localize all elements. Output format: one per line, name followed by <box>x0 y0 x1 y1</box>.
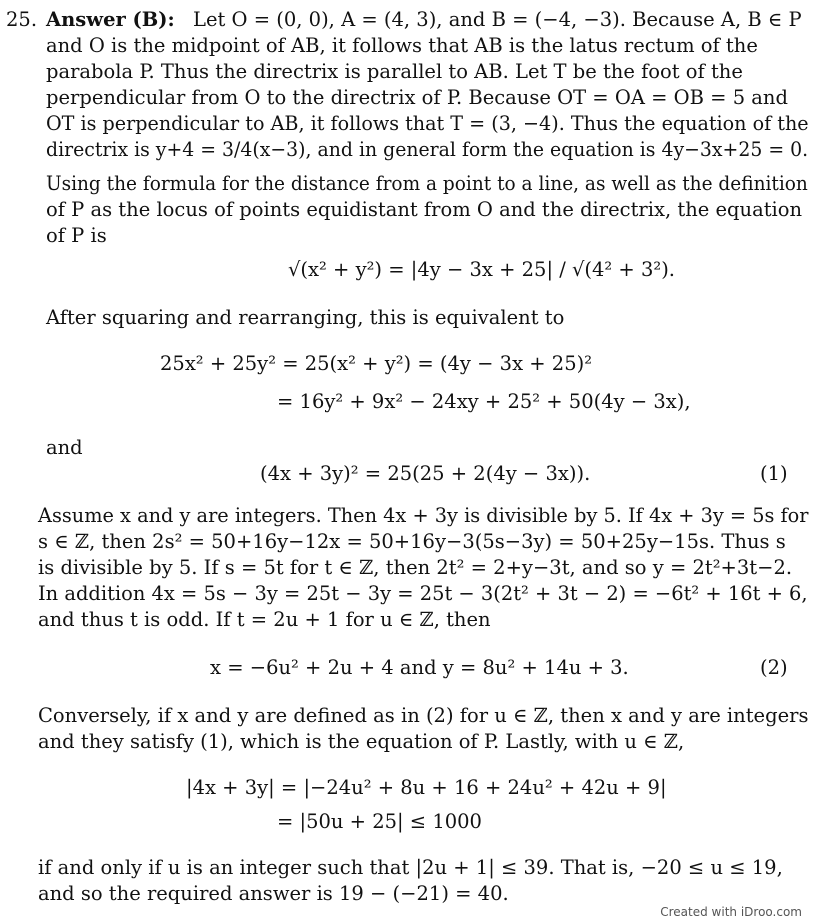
text-line: of P as the locus of points equidistant from O and the directrix, the equation <box>46 198 803 221</box>
equation-line: = 16y² + 9x² − 24xy + 25² + 50(4y − 3x), <box>277 390 691 413</box>
text-line: and O is the midpoint of AB, it follows that AB is the latus rectum of the <box>46 34 758 57</box>
equation-line: |4x + 3y| = |−24u² + 8u + 16 + 24u² + 42u + 9| <box>186 776 667 799</box>
text-line: After squaring and rearranging, this is equivalent to <box>46 306 565 329</box>
text-line: is divisible by 5. If s = 5t for t ∈ ℤ, then 2t² = 2+y−3t, and so y = 2t²+3t−2. <box>38 556 793 579</box>
text-line: and so the required answer is 19 − (−21) = 40. <box>38 882 509 905</box>
text-line: Assume x and y are integers. Then 4x + 3y is divisible by 5. If 4x + 3y = 5s for <box>38 504 809 527</box>
text-line: Let O = (0, 0), A = (4, 3), and B = (−4, −3). Because A, B ∈ P <box>193 8 802 31</box>
answer-label: Answer (B): <box>46 8 175 31</box>
equation-2: x = −6u² + 2u + 4 and y = 8u² + 14u + 3. <box>210 656 629 679</box>
text-line: In addition 4x = 5s − 3y = 25t − 3y = 25t − 3(2t² + 3t − 2) = −6t² + 16t + 6, <box>38 582 808 605</box>
text-line: s ∈ ℤ, then 2s² = 50+16y−12x = 50+16y−3(5s−3y) = 50+25y−15s. Thus s <box>38 530 786 553</box>
problem-number: 25. <box>6 8 38 31</box>
equation-1: (4x + 3y)² = 25(25 + 2(4y − 3x)). <box>260 462 591 485</box>
text-line: perpendicular from O to the directrix of P. Because OT = OA = OB = 5 and <box>46 86 788 109</box>
equation-distance: √(x² + y²) = |4y − 3x + 25| / √(4² + 3²). <box>288 258 676 281</box>
text-line: and thus t is odd. If t = 2u + 1 for u ∈ ℤ, then <box>38 608 491 631</box>
equation-line: 25x² + 25y² = 25(x² + y²) = (4y − 3x + 25)² <box>160 352 593 375</box>
text-line: and <box>46 436 83 459</box>
equation-number: (2) <box>760 656 788 679</box>
text-line: if and only if u is an integer such that |2u + 1| ≤ 39. That is, −20 ≤ u ≤ 19, <box>38 856 783 879</box>
text-line: Using the formula for the distance from a point to a line, as well as the definition <box>46 172 808 195</box>
text-line: directrix is y+4 = 3/4(x−3), and in general form the equation is 4y−3x+25 = 0. <box>46 138 809 161</box>
equation-line: = |50u + 25| ≤ 1000 <box>277 810 482 833</box>
watermark: Created with iDroo.com <box>660 905 802 919</box>
text-line: OT is perpendicular to AB, it follows that T = (3, −4). Thus the equation of the <box>46 112 809 135</box>
text-line: Conversely, if x and y are defined as in (2) for u ∈ ℤ, then x and y are integers <box>38 704 809 727</box>
text-line: of P is <box>46 224 107 247</box>
text-line: and they satisfy (1), which is the equation of P. Lastly, with u ∈ ℤ, <box>38 730 685 753</box>
equation-number: (1) <box>760 462 788 485</box>
text-line: parabola P. Thus the directrix is parallel to AB. Let T be the foot of the <box>46 60 743 83</box>
